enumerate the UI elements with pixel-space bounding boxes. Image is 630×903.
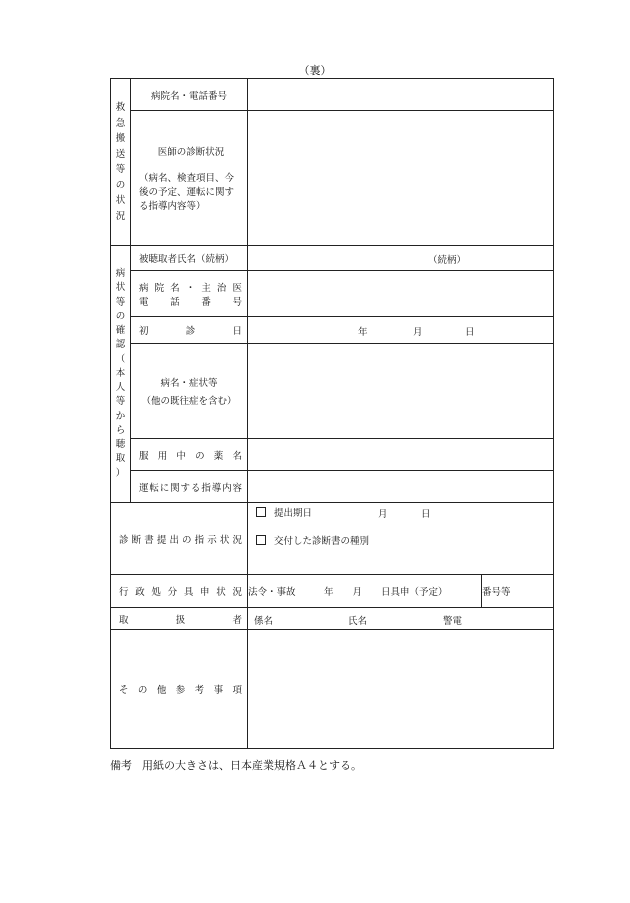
deadline-day-label: 日 [421, 509, 431, 520]
certificate-instruction-label: 診断書提出の指示状況 [111, 503, 248, 575]
reference-number-field[interactable]: 番号等 [482, 575, 554, 608]
interviewee-name-field[interactable] [248, 246, 554, 271]
handler-label: 取 扱 者 [111, 608, 248, 630]
section-label-condition: 病 状 等 の 確 認 （ 本 人 等 か ら 聴 取 ） [111, 246, 131, 503]
doctor-diagnosis-field[interactable] [248, 111, 554, 246]
issued-type-checkbox[interactable] [256, 535, 266, 545]
admin-disposition-label: 行政処分具申状況 [111, 575, 248, 608]
deadline-checkbox[interactable] [256, 507, 266, 517]
first-visit-date-field[interactable] [248, 317, 554, 344]
medication-label: 服用中の薬名 [131, 439, 248, 471]
handler-name-label: 氏名 [348, 616, 368, 627]
other-remarks-label: その他参考事項 [111, 630, 248, 749]
deadline-month-label: 月 [378, 509, 388, 520]
section-label-emergency: 救 急 搬 送 等 の 状 況 [111, 79, 131, 246]
deadline-label: 提出期日 [274, 508, 313, 519]
certificate-instruction-field [248, 503, 554, 575]
day-label: 日 [465, 327, 475, 338]
hospital-phone-field[interactable] [248, 79, 554, 111]
disease-symptoms-field[interactable] [248, 344, 554, 439]
handler-phone-label: 警電 [443, 616, 463, 627]
interviewee-name-label: 被聴取者氏名（続柄） [131, 246, 248, 271]
disease-label-line2: （他の既往症を含む） [141, 396, 237, 407]
footnote-text: 用紙の大きさは、日本産業規格Ａ４とする。 [142, 759, 362, 772]
month-label: 月 [413, 327, 423, 338]
relation-label: （続柄） [428, 255, 467, 266]
report-form-table [110, 78, 554, 749]
medication-field[interactable] [248, 439, 554, 471]
doctor-diagnosis-label [131, 111, 248, 246]
disease-label-line1: 病名・症状等 [160, 378, 218, 389]
disease-symptoms-label [131, 344, 248, 439]
other-remarks-field[interactable] [248, 630, 554, 749]
year-label: 年 [358, 327, 368, 338]
hospital-phone-label: 病院名・電話番号 [131, 79, 248, 111]
footnote [110, 757, 362, 773]
admin-disposition-field[interactable]: 法令・事故 年 月 日具申（予定） [248, 575, 482, 608]
first-visit-label: 初 診 日 [131, 317, 248, 344]
driving-guidance-label: 運転に関する指導内容 [131, 471, 248, 503]
driving-guidance-field[interactable] [248, 471, 554, 503]
doctor-diagnosis-title: 医師の診断状況 [157, 147, 225, 158]
footnote-prefix: 備考 [110, 759, 132, 772]
hospital-doctor-label: 病院名・主治医 電 話 番 号 [131, 271, 248, 317]
page-side-label: （裏） [298, 64, 332, 77]
hospital-doctor-field[interactable] [248, 271, 554, 317]
handler-field[interactable] [248, 608, 554, 630]
handler-section-label: 係名 [254, 616, 274, 627]
issued-type-label: 交付した診断書の種別 [274, 536, 370, 547]
doctor-diagnosis-note: （病名、検査項目、今 後の予定、運転に関す る指導内容等） [139, 173, 235, 212]
